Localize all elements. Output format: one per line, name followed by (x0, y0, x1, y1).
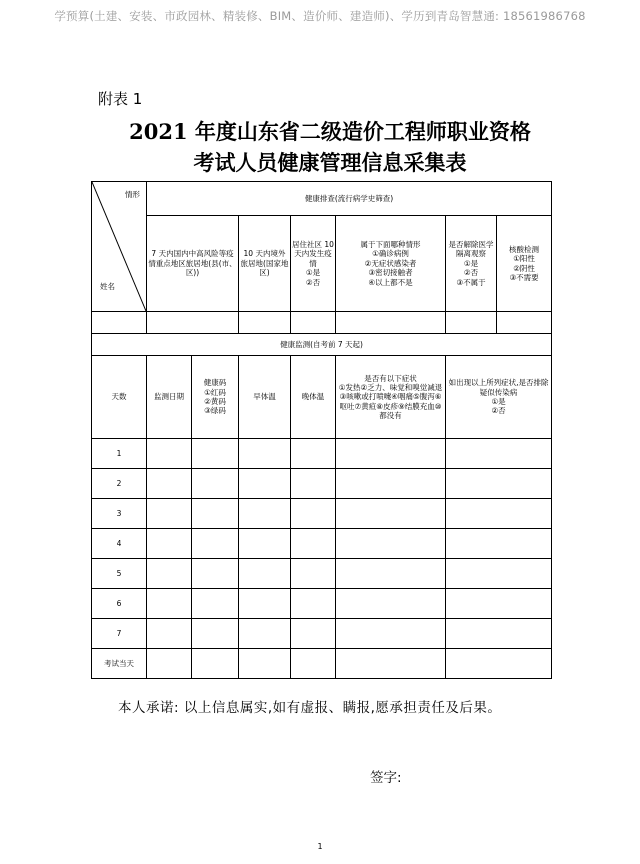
cell-evening-temp[interactable] (291, 559, 336, 589)
cell-date[interactable] (147, 469, 192, 499)
day-label: 7 (92, 619, 147, 649)
day-label: 1 (92, 439, 147, 469)
cell-health-code[interactable] (192, 469, 239, 499)
cell-morning-temp[interactable] (239, 559, 291, 589)
cell-symptoms[interactable] (336, 529, 446, 559)
cell-health-code[interactable] (192, 529, 239, 559)
table-row (92, 499, 552, 529)
cell-evening-temp[interactable] (291, 469, 336, 499)
day-label: 2 (92, 469, 147, 499)
header-monitor-date: 监测日期 (147, 356, 192, 439)
input-name[interactable] (92, 312, 147, 334)
cell-health-code[interactable] (192, 589, 239, 619)
cell-evening-temp[interactable] (291, 649, 336, 679)
cell-exclude[interactable] (446, 499, 552, 529)
watermark-text: 学预算(土建、安装、市政园林、精装修、BIM、造价师、建造师)、学历到青岛智慧通: 18561986768 (54, 9, 586, 23)
cell-evening-temp[interactable] (291, 589, 336, 619)
cell-evening-temp[interactable] (291, 619, 336, 649)
cell-morning-temp[interactable] (239, 649, 291, 679)
input-high-risk-area[interactable] (147, 312, 239, 334)
day-label: 6 (92, 589, 147, 619)
cell-health-code[interactable] (192, 439, 239, 469)
cell-symptoms[interactable] (336, 589, 446, 619)
diag-header-situation: 情形 (125, 190, 140, 199)
cell-symptoms[interactable] (336, 469, 446, 499)
cell-evening-temp[interactable] (291, 499, 336, 529)
header-health-code: 健康码 ①红码 ②黄码 ③绿码 (192, 356, 239, 439)
cell-date[interactable] (147, 559, 192, 589)
cell-morning-temp[interactable] (239, 469, 291, 499)
table-row (92, 649, 552, 679)
cell-morning-temp[interactable] (239, 589, 291, 619)
header-morning-temp: 早体温 (239, 356, 291, 439)
section-screening-title: 健康排查(流行病学史筛查) (147, 182, 552, 216)
cell-date[interactable] (147, 589, 192, 619)
cell-date[interactable] (147, 619, 192, 649)
cell-symptoms[interactable] (336, 499, 446, 529)
cell-exclude[interactable] (446, 439, 552, 469)
cell-health-code[interactable] (192, 619, 239, 649)
cell-health-code[interactable] (192, 499, 239, 529)
cell-date[interactable] (147, 499, 192, 529)
table-row (92, 589, 552, 619)
day-label: 考试当天 (92, 649, 147, 679)
header-quarantine-released: 是否解除医学隔离观察 ①是 ②否 ③不属于 (446, 216, 497, 312)
header-community-outbreak: 居住社区 10 天内发生疫情 ①是 ②否 (291, 216, 336, 312)
cell-exclude[interactable] (446, 589, 552, 619)
cell-exclude[interactable] (446, 529, 552, 559)
cell-evening-temp[interactable] (291, 439, 336, 469)
header-evening-temp: 晚体温 (291, 356, 336, 439)
day-label: 5 (92, 559, 147, 589)
document-title-line-2: 考试人员健康管理信息采集表 (193, 150, 467, 175)
pledge-statement: 本人承诺: 以上信息属实,如有虚报、瞒报,愿承担责任及后果。 (118, 700, 502, 716)
cell-exclude[interactable] (446, 619, 552, 649)
day-label: 4 (92, 529, 147, 559)
cell-symptoms[interactable] (336, 559, 446, 589)
input-case-category[interactable] (336, 312, 446, 334)
input-overseas-stay[interactable] (239, 312, 291, 334)
cell-evening-temp[interactable] (291, 529, 336, 559)
cell-symptoms[interactable] (336, 619, 446, 649)
header-symptoms: 是否有以下症状 ①发热②乏力、味觉和嗅觉减退③咳嗽或打喷嚏④咽痛⑤腹泻⑥呕吐⑦黄疸⑧皮疹⑨结膜充血⑩都没有 (336, 356, 446, 439)
cell-health-code[interactable] (192, 559, 239, 589)
cell-morning-temp[interactable] (239, 529, 291, 559)
cell-symptoms[interactable] (336, 649, 446, 679)
cell-date[interactable] (147, 439, 192, 469)
header-nucleic-test: 核酸检测 ①阳性 ②阴性 ③不需要 (497, 216, 552, 312)
header-overseas-stay: 10 天内境外旅居地(国家地区) (239, 216, 291, 312)
diag-header-name: 姓名 (100, 281, 115, 291)
table-row (92, 469, 552, 499)
table-row (92, 439, 552, 469)
section-monitoring-title: 健康监测(自考前 7 天起) (92, 334, 552, 356)
table-row (92, 619, 552, 649)
cell-exclude[interactable] (446, 469, 552, 499)
cell-health-code[interactable] (192, 649, 239, 679)
table-row (92, 559, 552, 589)
input-nucleic-test[interactable] (497, 312, 552, 334)
input-community-outbreak[interactable] (291, 312, 336, 334)
cell-morning-temp[interactable] (239, 619, 291, 649)
cell-morning-temp[interactable] (239, 499, 291, 529)
header-high-risk-area: 7 天内国内中高风险等疫情重点地区旅居地(县(市、区)) (147, 216, 239, 312)
cell-exclude[interactable] (446, 649, 552, 679)
diagonal-header-cell (92, 182, 147, 312)
input-quarantine-released[interactable] (446, 312, 497, 334)
header-exclude-infection: 如出现以上所列症状,是否排除疑似传染病 ①是 ②否 (446, 356, 552, 439)
cell-symptoms[interactable] (336, 439, 446, 469)
header-day: 天数 (92, 356, 147, 439)
health-info-form-table (91, 181, 552, 679)
cell-date[interactable] (147, 649, 192, 679)
cell-date[interactable] (147, 529, 192, 559)
day-label: 3 (92, 499, 147, 529)
diagonal-line (92, 182, 146, 311)
header-case-category: 属于下面哪种情形 ①确诊病例 ②无症状感染者 ③密切接触者 ④以上都不是 (336, 216, 446, 312)
cell-morning-temp[interactable] (239, 439, 291, 469)
cell-exclude[interactable] (446, 559, 552, 589)
document-title-line-1: 2021 年度山东省二级造价工程师职业资格 (129, 119, 531, 144)
annex-label: 附表 1 (98, 90, 143, 108)
table-row (92, 529, 552, 559)
signature-label: 签字: (370, 770, 402, 786)
page-number: 1 (317, 842, 323, 851)
